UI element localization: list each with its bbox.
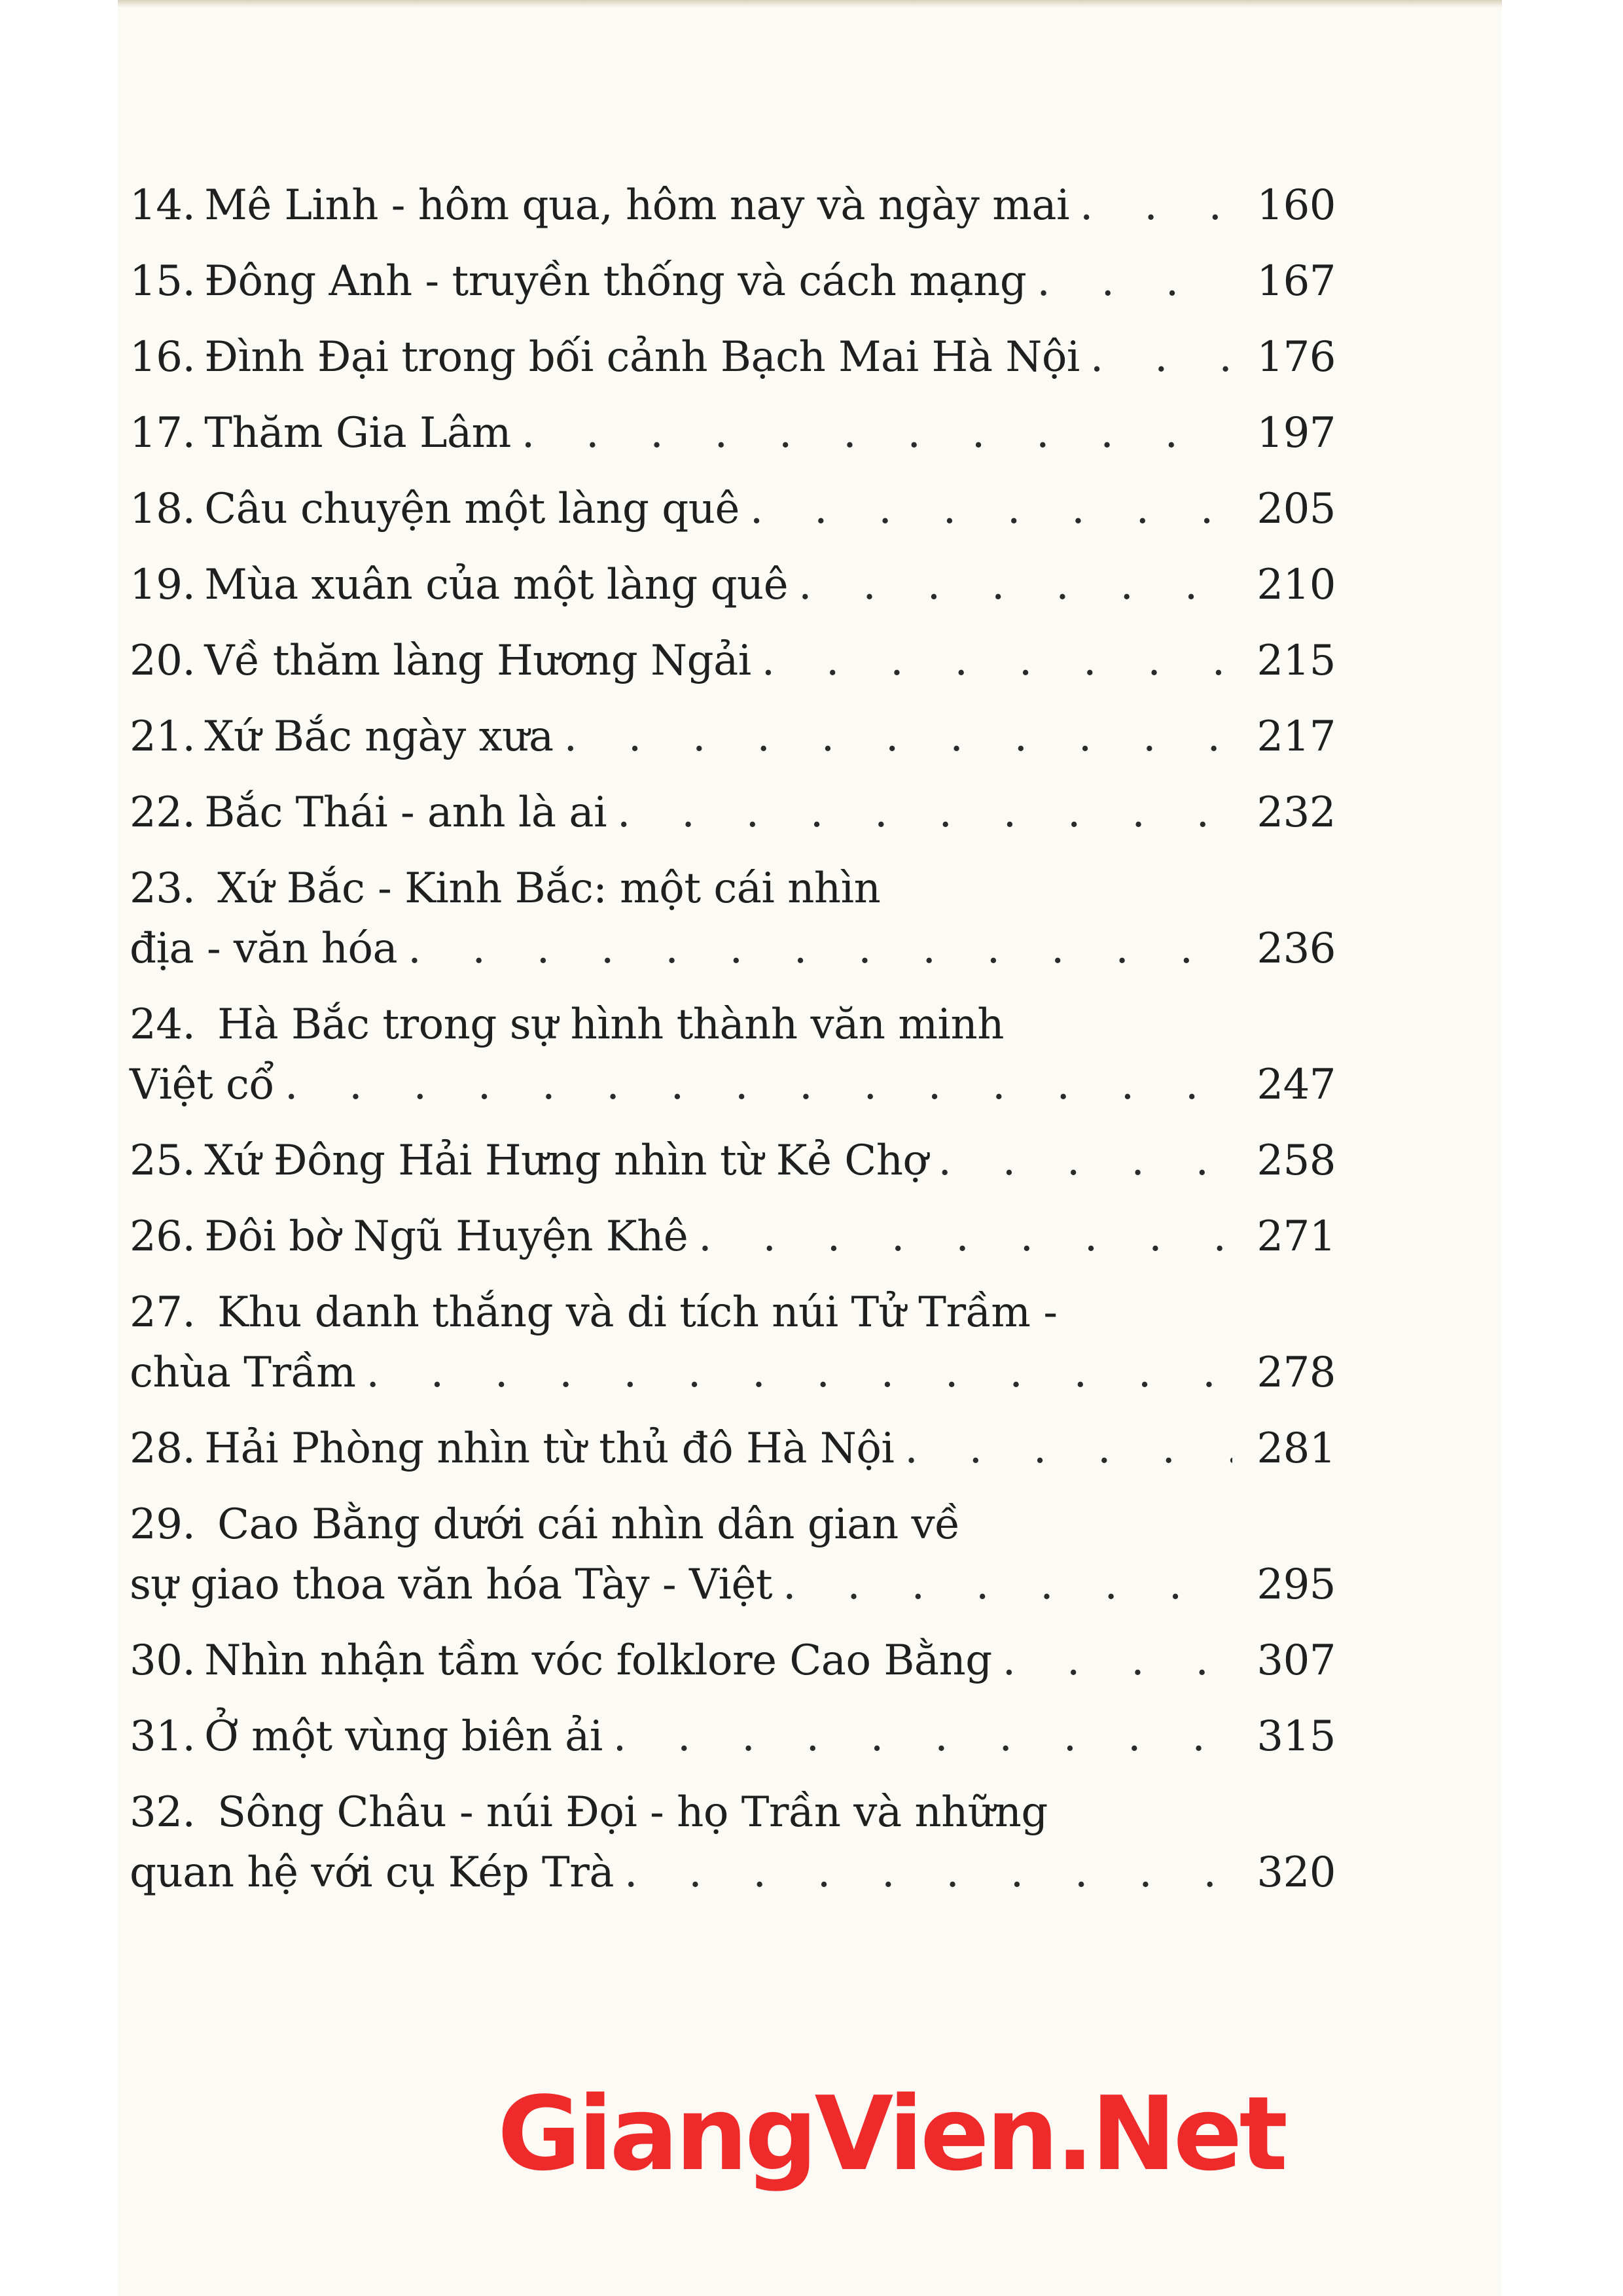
dot-leader <box>698 1207 1232 1267</box>
toc-entry-27 <box>130 1282 1336 1403</box>
dot-leader <box>1090 327 1232 387</box>
toc-entry-title: Hải Phòng nhìn từ thủ đô Hà Nội <box>204 1424 895 1473</box>
toc-entry-page: 320 <box>1257 1848 1336 1897</box>
dot-leader <box>1003 1631 1232 1691</box>
toc-entry-first-line <box>130 858 1336 919</box>
toc-entry-29 <box>130 1494 1336 1615</box>
toc-entry-line <box>130 783 1336 843</box>
toc-entry-number: 23. <box>130 864 196 913</box>
toc-entry-number: 31. <box>130 1712 196 1761</box>
toc-entry-line <box>130 555 1336 615</box>
toc-entry-title: Về thăm làng Hương Ngải <box>204 637 751 685</box>
toc-entry-page: 258 <box>1257 1137 1336 1185</box>
toc-entry-number: 16. <box>130 333 196 381</box>
toc-entry-number: 18. <box>130 485 196 533</box>
toc-entry-first-line <box>130 995 1336 1055</box>
dot-leader <box>522 403 1232 463</box>
toc-entry-number: 19. <box>130 561 196 609</box>
dot-leader <box>624 1843 1232 1903</box>
toc-entry-page: 210 <box>1257 561 1336 609</box>
toc-entry-last-line <box>130 1343 1336 1403</box>
toc-entry-page: 197 <box>1257 409 1336 457</box>
toc-entry-28 <box>130 1419 1336 1479</box>
toc-entry-page: 205 <box>1257 485 1336 533</box>
toc-entry-page: 217 <box>1257 713 1336 761</box>
toc-entry-page: 160 <box>1257 181 1336 230</box>
toc-entry-line <box>130 175 1336 236</box>
dot-leader <box>617 783 1232 843</box>
toc-entry-26 <box>130 1207 1336 1267</box>
toc-entry-24 <box>130 995 1336 1115</box>
toc-entry-first-line <box>130 1494 1336 1555</box>
toc-entry-title: Xứ Bắc ngày xưa <box>204 713 554 761</box>
toc-entry-number: 30. <box>130 1636 196 1685</box>
toc-entry-page: 247 <box>1257 1061 1336 1109</box>
toc-entry-20 <box>130 631 1336 691</box>
toc-entry-page: 236 <box>1257 925 1336 973</box>
toc-entry-number: 27. <box>130 1288 196 1337</box>
toc-entry-number: 20. <box>130 637 196 685</box>
toc-entry-line <box>130 707 1336 767</box>
toc-entry-first-line <box>130 1282 1336 1343</box>
toc-entry-title-line-1: Sông Châu - núi Đọi - họ Trần và những <box>217 1788 1048 1837</box>
dot-leader <box>783 1555 1232 1615</box>
toc-entry-number: 15. <box>130 257 196 306</box>
toc-entry-page: 167 <box>1257 257 1336 306</box>
dot-leader <box>750 479 1232 539</box>
toc-entry-title: Bắc Thái - anh là ai <box>204 788 607 837</box>
page-top-edge <box>118 0 1502 8</box>
toc-entry-number: 25. <box>130 1137 196 1185</box>
toc-entry-number: 21. <box>130 713 196 761</box>
toc-entry-number: 26. <box>130 1212 196 1261</box>
dot-leader <box>285 1055 1232 1115</box>
dot-leader <box>1037 251 1232 311</box>
toc-entry-number: 14. <box>130 181 196 230</box>
toc-entry-17 <box>130 403 1336 463</box>
toc-entry-title-line-1: Cao Bằng dưới cái nhìn dân gian về <box>217 1500 961 1549</box>
toc-entry-title: Mê Linh - hôm qua, hôm nay và ngày mai <box>204 181 1070 230</box>
toc-entry-last-line <box>130 1555 1336 1615</box>
toc-entry-title: Nhìn nhận tầm vóc folklore Cao Bằng <box>204 1636 992 1685</box>
watermark-text: GiangVien.Net <box>497 2074 1285 2193</box>
toc-entry-line <box>130 1419 1336 1479</box>
toc-entry-last-line <box>130 1055 1336 1115</box>
toc-entry-line <box>130 327 1336 387</box>
toc-entry-16 <box>130 327 1336 387</box>
toc-entry-title: Ở một vùng biên ải <box>204 1712 603 1761</box>
toc-entry-page: 307 <box>1257 1636 1336 1685</box>
toc-entry-23 <box>130 858 1336 979</box>
toc-entry-14 <box>130 175 1336 236</box>
dot-leader <box>1080 175 1232 236</box>
toc-entry-title-line-1: Khu danh thắng và di tích núi Tử Trầm - <box>217 1288 1058 1337</box>
toc-entry-number: 22. <box>130 788 196 837</box>
toc-entry-title: Đông Anh - truyền thống và cách mạng <box>204 257 1027 306</box>
toc-entry-page: 176 <box>1257 333 1336 381</box>
toc-entry-title: Thăm Gia Lâm <box>204 409 511 457</box>
dot-leader <box>904 1419 1232 1479</box>
toc-entry-title: Câu chuyện một làng quê <box>204 485 740 533</box>
dot-leader <box>798 555 1232 615</box>
toc-entry-last-line <box>130 919 1336 979</box>
toc-entry-32 <box>130 1782 1336 1903</box>
toc-entry-22 <box>130 783 1336 843</box>
toc-entry-number: 17. <box>130 409 196 457</box>
toc-entry-30 <box>130 1631 1336 1691</box>
toc-entry-page: 215 <box>1257 637 1336 685</box>
toc-entry-21 <box>130 707 1336 767</box>
toc-entry-line <box>130 251 1336 311</box>
dot-leader <box>564 707 1232 767</box>
toc-entry-page: 278 <box>1257 1349 1336 1397</box>
dot-leader <box>613 1706 1232 1767</box>
toc-entry-line <box>130 403 1336 463</box>
dot-leader <box>762 631 1232 691</box>
toc-entry-line <box>130 1131 1336 1191</box>
toc-entry-line <box>130 1706 1336 1767</box>
toc-entry-18 <box>130 479 1336 539</box>
toc-entry-title-line-1: Hà Bắc trong sự hình thành văn minh <box>217 1000 1004 1049</box>
toc-entry-title-line-2: Việt cổ <box>130 1061 274 1109</box>
toc-entry-title-line-2: chùa Trầm <box>130 1349 356 1397</box>
toc-entry-first-line <box>130 1782 1336 1843</box>
dot-leader <box>938 1131 1232 1191</box>
toc-entry-19 <box>130 555 1336 615</box>
toc-entry-title: Đình Đại trong bối cảnh Bạch Mai Hà Nội <box>204 333 1080 381</box>
toc-entry-line <box>130 631 1336 691</box>
toc-entry-page: 232 <box>1257 788 1336 837</box>
toc-entry-title-line-2: sự giao thoa văn hóa Tày - Việt <box>130 1561 773 1609</box>
toc-entry-15 <box>130 251 1336 311</box>
toc-entry-25 <box>130 1131 1336 1191</box>
toc-entry-page: 271 <box>1257 1212 1336 1261</box>
toc-entry-title: Đôi bờ Ngũ Huyện Khê <box>204 1212 688 1261</box>
toc-entry-number: 29. <box>130 1500 196 1549</box>
toc-entry-title: Xứ Đông Hải Hưng nhìn từ Kẻ Chợ <box>204 1137 928 1185</box>
toc-entry-31 <box>130 1706 1336 1767</box>
dot-leader <box>408 919 1232 979</box>
toc-entry-number: 28. <box>130 1424 196 1473</box>
toc-entry-number: 24. <box>130 1000 196 1049</box>
toc-entry-title-line-2: quan hệ với cụ Kép Trà <box>130 1848 614 1897</box>
toc-entry-page: 315 <box>1257 1712 1336 1761</box>
dot-leader <box>366 1343 1232 1403</box>
toc-entry-last-line <box>130 1843 1336 1903</box>
table-of-contents <box>130 175 1336 1918</box>
toc-entry-page: 295 <box>1257 1561 1336 1609</box>
toc-entry-title-line-2: địa - văn hóa <box>130 925 398 973</box>
toc-entry-number: 32. <box>130 1788 196 1837</box>
toc-entry-line <box>130 479 1336 539</box>
toc-entry-title-line-1: Xứ Bắc - Kinh Bắc: một cái nhìn <box>217 864 881 913</box>
toc-entry-page: 281 <box>1257 1424 1336 1473</box>
toc-entry-line <box>130 1207 1336 1267</box>
toc-entry-title: Mùa xuân của một làng quê <box>204 561 789 609</box>
toc-entry-line <box>130 1631 1336 1691</box>
